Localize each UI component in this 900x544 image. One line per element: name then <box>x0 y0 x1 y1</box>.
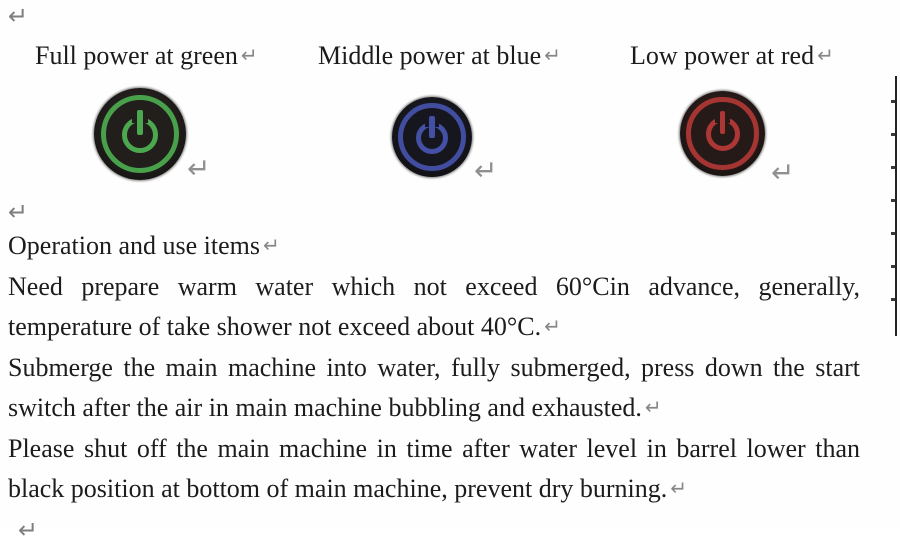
table-row-tick <box>891 166 895 169</box>
indicator-heading-blue <box>318 41 561 72</box>
table-row-tick <box>891 199 895 202</box>
paragraph-mark-icon: ↵ <box>8 198 29 226</box>
paragraph-mark-icon: ↵ <box>18 516 39 544</box>
heading-text: Full power at green <box>35 41 238 70</box>
body-paragraphs <box>8 226 860 510</box>
power-button-green-image <box>94 88 186 180</box>
paragraph-mark-icon: ↵ <box>644 395 662 419</box>
body-line-text: switch after the air in main machine bubbling and exhausted. <box>8 393 642 422</box>
table-row-tick <box>891 232 895 235</box>
body-line: Need prepare warm water which not exceed 60°Cin advance, generally, <box>8 271 860 301</box>
table-row-tick <box>891 265 895 268</box>
power-symbol-bar <box>720 111 726 134</box>
power-symbol-bar <box>137 110 143 135</box>
body-line-text: Operation and use items <box>8 231 260 260</box>
body-line-text: temperature of take shower not exceed about 40°C. <box>8 312 542 341</box>
body-line <box>8 469 860 510</box>
paragraph-mark-icon: ↵ <box>771 156 795 189</box>
paragraph-mark-icon: ↵ <box>670 476 688 500</box>
paragraph-mark-icon: ↵ <box>240 43 258 67</box>
paragraph-mark-icon: ↵ <box>263 233 280 257</box>
body-line <box>8 388 860 429</box>
heading-text: Low power at red <box>630 41 815 70</box>
table-edge-line <box>895 76 897 336</box>
paragraph-mark-icon: ↵ <box>817 43 834 67</box>
indicator-heading-green <box>35 41 258 72</box>
paragraph-mark-icon: ↵ <box>544 43 561 67</box>
power-symbol-bar <box>429 116 435 138</box>
indicator-heading-red <box>630 41 834 72</box>
power-button-red-image <box>680 91 765 176</box>
body-line-text: black position at bottom of main machine, prevent dry burning. <box>8 474 668 503</box>
paragraph-mark-icon: ↵ <box>474 154 498 187</box>
power-button-blue-image <box>392 97 472 177</box>
paragraph-mark-icon: ↵ <box>187 152 211 185</box>
table-row-tick <box>891 133 895 136</box>
body-line: Submerge the main machine into water, fully submerged, press down the start <box>8 352 860 382</box>
table-row-tick <box>891 100 895 103</box>
body-line: Please shut off the main machine in time after water level in barrel lower than <box>8 433 860 463</box>
heading-text: Middle power at blue <box>318 41 542 70</box>
table-row-tick <box>891 298 895 301</box>
paragraph-mark-icon: ↵ <box>544 314 561 338</box>
body-line <box>8 307 860 348</box>
paragraph-mark-icon: ↵ <box>8 2 29 30</box>
body-line <box>8 226 860 267</box>
